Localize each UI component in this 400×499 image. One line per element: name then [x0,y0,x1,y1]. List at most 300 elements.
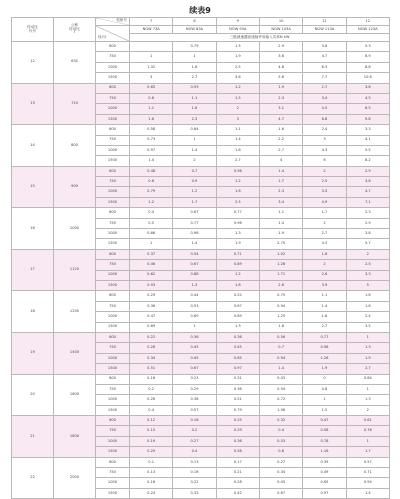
nominal-ratio-cell: 1000 [54,208,96,250]
power-value-cell: 4.1 [346,135,389,145]
power-value-cell: 0.88 [173,270,216,280]
power-value-cell: 1 [346,384,389,394]
power-value-cell: 1.1 [173,93,216,103]
power-value-cell: 0.34 [259,468,302,478]
power-value-cell: 0.46 [130,260,173,270]
ratio-code-cell: 15 [12,166,54,208]
power-value-cell: 2.7 [303,229,346,239]
power-value-cell: 0.36 [216,384,259,394]
ratio-group [12,249,390,291]
ratio-group [12,374,390,416]
power-value-cell: 1 [346,332,389,342]
power-value-cell: 1.4 [303,301,346,311]
power-value-cell: 3 [303,135,346,145]
power-value-cell: 1.6 [346,291,389,301]
power-value-cell: 0.36 [216,436,259,446]
table-row [12,208,390,218]
power-value-cell: 1.8 [173,62,216,72]
power-value-cell: 1.6 [259,125,302,135]
table-row [12,42,390,52]
power-value-cell: 3.9 [303,280,346,290]
nominal-ratio-cell: 2000 [54,457,96,499]
power-value-cell: 1.7 [346,447,389,457]
power-value-cell: 1.2 [173,187,216,197]
power-value-cell: 3.5 [346,322,389,332]
speed-cell: 750 [96,426,130,436]
power-value-cell: 1.4 [259,218,302,228]
power-value-cell: 0.21 [216,468,259,478]
speed-cell: 1000 [96,229,130,239]
power-value-cell: 0.32 [259,416,302,426]
power-value-cell: 1.2 [130,197,173,207]
power-value-cell: 0.73 [130,135,173,145]
power-value-cell: 0.39 [303,457,346,467]
power-value-cell: 1.6 [303,249,346,259]
power-value-cell: 1.4 [216,135,259,145]
ratio-group [12,166,390,208]
power-value-cell: 5.3 [346,42,389,52]
speed-cell: 750 [96,384,130,394]
power-value-cell: 1.8 [346,301,389,311]
power-value-cell: 1.3 [216,229,259,239]
power-value-cell: 1.4 [259,166,302,176]
power-value-cell: 0.47 [303,416,346,426]
power-value-cell: 2.3 [346,208,389,218]
power-value-cell: 1 [173,322,216,332]
power-value-cell: 1.1 [216,125,259,135]
power-value-cell: 0.58 [303,426,346,436]
speed-cell: 1500 [96,156,130,166]
power-value-cell: 1.3 [173,280,216,290]
ratio-group [12,332,390,374]
power-value-cell: 0.27 [173,436,216,446]
speed-cell: 1500 [96,488,130,498]
power-value-cell: 0.65 [130,83,173,93]
frame-label: 机座号 [116,18,127,22]
ratio-code-cell: 19 [12,332,54,374]
power-value-cell: 0.38 [173,395,216,405]
ratio-code-header: 传动比 代号 [12,18,54,42]
power-value-cell: 6 [303,156,346,166]
nominal-ratio-cell: 710 [54,83,96,125]
power-value-cell: 0.89 [216,260,259,270]
power-value-cell: 3.3 [346,270,389,280]
nominal-ratio-cell: 1600 [54,374,96,416]
ratio-code-cell: 18 [12,291,54,333]
power-value-cell: 0.4 [130,208,173,218]
power-value-cell: 1.9 [346,353,389,363]
model-name: NGW 93A [216,26,259,34]
power-value-cell: 2.5 [216,62,259,72]
speed-cell: 1500 [96,322,130,332]
power-value-cell: 0.69 [130,322,173,332]
ratio-code-cell: 17 [12,249,54,291]
speed-cell: 600 [96,457,130,467]
power-header: 三级减速器高速轴许用输入功率N kW [130,34,390,42]
power-value-cell: 0.37 [130,249,173,259]
model-name: NGW 83A [173,26,216,34]
power-value-cell: 3.3 [303,187,346,197]
power-value-cell: 1.25 [259,312,302,322]
power-table [11,17,390,499]
power-value-cell: 3.4 [303,93,346,103]
power-value-cell: 0.53 [173,301,216,311]
power-value-cell: 0.2 [173,426,216,436]
power-value-cell: 0.2 [130,384,173,394]
power-value-cell: 0.96 [216,218,259,228]
power-value-cell: 2.5 [303,177,346,187]
power-value-cell: 0.4 [173,447,216,457]
power-value-cell: 1.3 [346,395,389,405]
speed-cell: 1000 [96,395,130,405]
power-value-cell: 0.22 [173,478,216,488]
speed-cell: 600 [96,332,130,342]
power-value-cell: 0.67 [173,260,216,270]
power-value-cell: 6.5 [346,104,389,114]
power-value-cell: 0.79 [216,405,259,415]
power-value-cell: 0.4 [130,405,173,415]
power-value-cell: 2.6 [259,280,302,290]
power-value-cell: 3.3 [346,125,389,135]
power-value-cell: 6.3 [303,62,346,72]
power-value-cell: 0.66 [130,229,173,239]
power-value-cell: 2.7 [346,364,389,374]
speed-cell: 600 [96,291,130,301]
speed-cell: 1000 [96,436,130,446]
power-value-cell: 1.9 [216,52,259,62]
power-value-cell: 0.49 [303,468,346,478]
power-value-cell: 2.9 [346,218,389,228]
power-value-cell: 0.7 [259,343,302,353]
power-value-cell: 0.51 [216,395,259,405]
nominal-ratio-cell: 800 [54,125,96,167]
power-value-cell: 0.97 [216,364,259,374]
power-value-cell [130,42,173,52]
power-value-cell: 2.6 [303,270,346,280]
power-value-cell: 0.15 [130,426,173,436]
power-value-cell: 1.4 [173,145,216,155]
power-value-cell: 2 [303,218,346,228]
power-value-cell: 0.77 [173,218,216,228]
power-value-cell: 0.8 [130,93,173,103]
power-value-cell: 0.16 [130,478,173,488]
table-row [12,457,390,467]
power-value-cell: 3 [216,114,259,124]
power-value-cell: 1.9 [216,239,259,249]
power-value-cell: 0.67 [173,208,216,218]
speed-cell: 750 [96,177,130,187]
power-value-cell: 1.28 [259,260,302,270]
power-value-cell: 0.42 [216,488,259,498]
power-value-cell: 4.7 [346,187,389,197]
frame-number: 10 [259,18,302,26]
speed-cell: 1000 [96,104,130,114]
speed-cell: 600 [96,42,130,52]
power-value-cell: 0.57 [173,405,216,415]
speed-cell: 750 [96,260,130,270]
speed-cell: 1500 [96,239,130,249]
power-value-cell: 0.36 [173,332,216,342]
power-value-cell: 0.13 [130,468,173,478]
power-value-cell: 1.26 [303,353,346,363]
power-value-cell: 0.45 [173,343,216,353]
table-row [12,249,390,259]
speed-cell: 600 [96,83,130,93]
speed-cell: 1500 [96,114,130,124]
power-value-cell: 0.8 [259,447,302,457]
power-value-cell: 0.26 [130,395,173,405]
ratio-group [12,416,390,458]
power-value-cell: 3.1 [259,104,302,114]
power-value-cell: 2 [216,104,259,114]
power-value-cell: 0.36 [130,301,173,311]
power-value-cell: 0.58 [216,447,259,457]
speed-cell: 1500 [96,197,130,207]
power-value-cell: 1 [303,395,346,405]
power-value-cell: 1.02 [259,249,302,259]
power-value-cell: 2.7 [173,73,216,83]
power-value-cell: 0.77 [216,208,259,218]
power-value-cell: 9.8 [346,114,389,124]
power-value-cell: 2.7 [303,83,346,93]
power-value-cell: 1 [346,436,389,446]
ratio-group [12,125,390,167]
speed-cell: 1000 [96,62,130,72]
power-value-cell: 0.93 [173,83,216,93]
power-value-cell: 0.28 [216,478,259,488]
power-value-cell: 1.6 [173,104,216,114]
speed-cell: 1500 [96,447,130,457]
power-value-cell: 1.4 [130,156,173,166]
ratio-group [12,291,390,333]
power-value-cell: 1.9 [259,83,302,93]
speed-cell: 600 [96,166,130,176]
power-value-cell: 0.96 [173,229,216,239]
power-value-cell: 1.9 [303,364,346,374]
power-value-cell: 1.7 [259,177,302,187]
power-value-cell: 4.8 [259,62,302,72]
table-row [12,291,390,301]
model-name: NGW 103A [259,26,302,34]
model-name: NGW 113A [303,26,346,34]
power-value-cell: 0.58 [130,125,173,135]
power-value-cell: 0.93 [130,280,173,290]
power-value-cell: 0.24 [130,488,173,498]
power-value-cell: 0.16 [173,468,216,478]
power-value-cell: 0.72 [259,395,302,405]
ratio-code-cell: 16 [12,208,54,250]
power-value-cell: 1 [130,239,173,249]
speed-cell: 750 [96,343,130,353]
table-row [12,125,390,135]
power-value-cell: 0.36 [216,332,259,342]
power-value-cell: 4.5 [303,104,346,114]
power-value-cell: 1.08 [259,405,302,415]
power-value-cell: 4.3 [303,145,346,155]
power-value-cell: 4.7 [303,52,346,62]
speed-cell: 600 [96,416,130,426]
table-row [12,416,390,426]
speed-cell: 750 [96,218,130,228]
power-value-cell: 2.4 [346,312,389,322]
power-value-cell: 4.5 [346,93,389,103]
power-value-cell: 0.47 [130,312,173,322]
power-value-cell: 6.8 [303,114,346,124]
ratio-group [12,42,390,84]
power-value-cell: 1 [173,52,216,62]
power-value-cell: 1.7 [303,208,346,218]
power-value-cell: 0.67 [173,364,216,374]
ratio-group [12,83,390,125]
power-value-cell: 0.96 [216,166,259,176]
power-value-cell: 1.32 [130,62,173,72]
power-value-cell: 0.75 [259,291,302,301]
power-value-cell: 0.5 [130,218,173,228]
power-value-cell: 1.1 [130,104,173,114]
power-value-cell: 0.61 [346,416,389,426]
power-value-cell: 2 [303,166,346,176]
power-value-cell: 0.65 [216,353,259,363]
ratio-code-cell: 13 [12,83,54,125]
power-value-cell: 0.13 [173,457,216,467]
power-value-cell: 2.5 [216,197,259,207]
power-value-cell: 5.7 [346,239,389,249]
speed-label: 转/分 [98,35,107,40]
nominal-ratio-cell: 900 [54,166,96,208]
power-value-cell: 0.29 [130,447,173,457]
frame-number: 11 [303,18,346,26]
ratio-code-cell: 20 [12,374,54,416]
power-value-cell: 2.5 [346,260,389,270]
power-value-cell: 1.5 [303,405,346,415]
frame-number: 8 [173,18,216,26]
model-name: NGW 73A [130,26,173,34]
power-value-cell: 0.96 [303,343,346,353]
power-value-cell: 1.6 [216,187,259,197]
model-name: NGW 123A [346,26,389,34]
power-value-cell: 8.8 [346,62,389,72]
nominal-ratio-cell: 1120 [54,249,96,291]
power-value-cell: 0.45 [259,478,302,488]
power-value-cell: 4.7 [259,114,302,124]
power-value-cell: 0.78 [303,436,346,446]
power-value-cell: 3.8 [303,42,346,52]
power-value-cell: 0.45 [173,353,216,363]
power-value-cell: 1 [130,52,173,62]
power-value-cell: 1.6 [130,114,173,124]
ratio-group [12,208,390,250]
power-value-cell: 1.5 [216,93,259,103]
power-value-cell: 0.51 [130,364,173,374]
power-value-cell: 0 [303,374,346,384]
power-value-cell: 0.67 [259,488,302,498]
power-value-cell: 0.7 [173,166,216,176]
power-value-cell: 0.65 [303,478,346,488]
speed-cell: 600 [96,249,130,259]
speed-cell: 1500 [96,405,130,415]
power-value-cell: 0.4 [259,426,302,436]
power-value-cell: 1.7 [173,197,216,207]
power-value-cell: 2 [173,156,216,166]
power-value-cell: 3.6 [259,52,302,62]
power-value-cell: 1.5 [216,42,259,52]
frame-number-header [96,18,130,26]
power-value-cell: 7.7 [303,73,346,83]
speed-cell: 750 [96,52,130,62]
ratio-code-cell: 21 [12,416,54,458]
power-value-cell: 1.2 [216,270,259,280]
power-value-cell: 0.53 [259,436,302,446]
power-value-cell: 1.2 [216,83,259,93]
power-value-cell: 0.57 [346,457,389,467]
power-value-cell: 5.6 [259,73,302,83]
power-value-cell: 1.1 [303,291,346,301]
frame-number: 9 [216,18,259,26]
speed-header [96,26,130,42]
power-value-cell: 0.34 [130,353,173,363]
speed-cell: 750 [96,135,130,145]
power-value-cell: 0.62 [130,270,173,280]
power-value-cell: 0.8 [303,384,346,394]
power-value-cell: 0.84 [346,374,389,384]
power-value-cell: 2.7 [259,145,302,155]
power-value-cell: 3.8 [346,229,389,239]
power-value-cell: 0.48 [130,166,173,176]
power-value-cell: 3.6 [216,73,259,83]
power-value-cell: 2.75 [259,239,302,249]
power-value-cell: 0.67 [216,301,259,311]
power-value-cell: 4.9 [303,197,346,207]
power-value-cell: 0.52 [216,291,259,301]
power-value-cell: 0.19 [130,436,173,446]
power-value-cell: 8.2 [346,156,389,166]
power-value-cell: 1.3 [216,322,259,332]
speed-cell: 1000 [96,478,130,488]
frame-number: 12 [346,18,389,26]
power-value-cell: 0.97 [130,145,173,155]
power-value-cell: 1.8 [216,145,259,155]
ratio-code-cell: 22 [12,457,54,499]
ratio-group [12,457,390,499]
power-value-cell: 1.3 [346,343,389,353]
table-row [12,332,390,342]
table-row [12,166,390,176]
power-value-cell: 0.22 [130,332,173,342]
nominal-ratio-cell: 630 [54,42,96,84]
power-value-cell: 1.4 [173,239,216,249]
power-value-cell: 2.9 [259,42,302,52]
speed-cell: 1500 [96,73,130,83]
power-value-cell: 2 [303,260,346,270]
power-value-cell: 0.6 [130,177,173,187]
power-value-cell: 2.3 [259,187,302,197]
power-value-cell: 1.8 [216,280,259,290]
power-value-cell: 4.3 [303,239,346,249]
power-value-cell: 6.9 [346,52,389,62]
speed-cell: 750 [96,301,130,311]
power-value-cell: 0.69 [173,312,216,322]
power-value-cell: 0.79 [173,42,216,52]
power-value-cell: 2 [346,249,389,259]
power-value-cell: 0.71 [346,468,389,478]
power-value-cell: 0.29 [130,291,173,301]
power-value-cell: 0.45 [216,343,259,353]
page-title: 续表9 [189,6,211,15]
power-value-cell: 0.29 [216,426,259,436]
speed-cell: 1000 [96,353,130,363]
speed-cell: 600 [96,208,130,218]
power-value-cell: 0.31 [216,374,259,384]
